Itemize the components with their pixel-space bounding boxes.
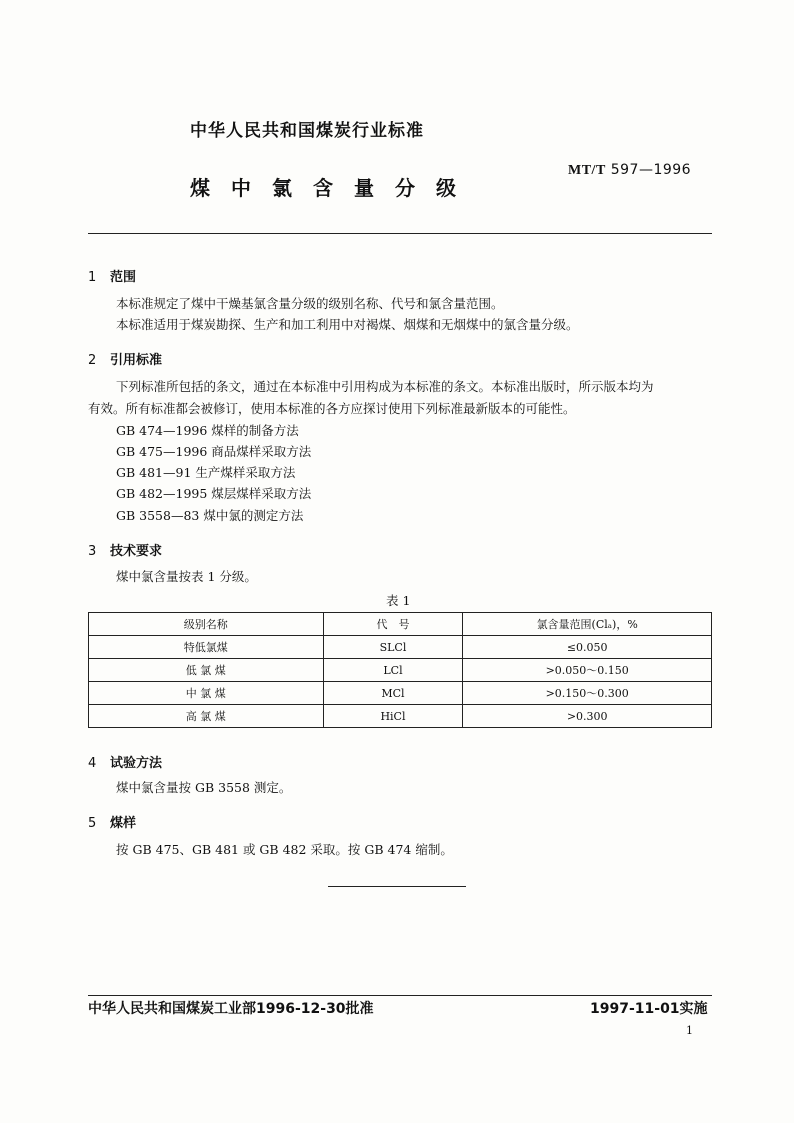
section-2-intro-line-2: 有效。所有标准都会被修订，使用本标准的各方应探讨使用下列标准最新版本的可能性。	[88, 401, 576, 416]
table-header-row	[89, 613, 712, 636]
chlorine-grade-table	[88, 612, 712, 728]
section-2-intro-line-1: 下列标准所包括的条文，通过在本标准中引用构成为本标准的条文。本标准出版时，所示版本均为	[116, 379, 654, 394]
footer-divider	[88, 995, 712, 996]
document-title: 煤中氯含量分级	[190, 176, 477, 200]
section-3-paragraph: 煤中氯含量按表 1 分级。	[116, 569, 257, 584]
section-3-heading	[88, 540, 162, 559]
reference-item: GB 482—1995 煤层煤样采取方法	[116, 486, 312, 501]
grade-code-cell: LCl	[323, 659, 463, 682]
standard-code	[568, 162, 691, 179]
header-divider	[88, 233, 712, 234]
chlorine-range-cell: >0.150～0.300	[463, 682, 712, 705]
table-row	[89, 659, 712, 682]
section-title: 试验方法	[110, 756, 163, 771]
approval-statement: 中华人民共和国煤炭工业部1996-12-30批准	[88, 1001, 374, 1017]
section-5-heading	[88, 812, 136, 831]
issuing-organization: 中华人民共和国煤炭行业标准	[190, 121, 424, 141]
standard-code-prefix: MT/T	[568, 163, 606, 178]
implementation-date: 1997-11-01实施	[590, 1001, 708, 1017]
grade-name-cell: 低 氯 煤	[89, 659, 324, 682]
section-title: 引用标准	[110, 353, 163, 368]
column-header: 氯含量范围(Clₐ)，%	[463, 613, 712, 636]
column-header: 代 号	[323, 613, 463, 636]
reference-item: GB 3558—83 煤中氯的测定方法	[116, 508, 304, 523]
section-number: 2	[88, 353, 97, 368]
reference-item: GB 481—91 生产煤样采取方法	[116, 465, 296, 480]
table-caption: 表 1	[386, 593, 411, 608]
section-title: 技术要求	[110, 544, 163, 559]
table-row	[89, 705, 712, 728]
column-header: 级别名称	[89, 613, 324, 636]
reference-item: GB 475—1996 商品煤样采取方法	[116, 444, 312, 459]
reference-item: GB 474—1996 煤样的制备方法	[116, 423, 299, 438]
section-number: 4	[88, 756, 97, 771]
grade-name-cell: 高 氯 煤	[89, 705, 324, 728]
section-4-paragraph: 煤中氯含量按 GB 3558 测定。	[116, 780, 292, 795]
grade-name-cell: 中 氯 煤	[89, 682, 324, 705]
section-2-heading	[88, 349, 162, 368]
section-1-paragraph-2: 本标准适用于煤炭勘探、生产和加工利用中对褐煤、烟煤和无烟煤中的氯含量分级。	[116, 317, 579, 332]
section-title: 范围	[110, 270, 137, 285]
section-title: 煤样	[110, 816, 137, 831]
table-row	[89, 636, 712, 659]
chlorine-range-cell: >0.300	[463, 705, 712, 728]
grade-code-cell: HiCl	[323, 705, 463, 728]
page-number: 1	[686, 1024, 693, 1037]
grade-name-cell: 特低氯煤	[89, 636, 324, 659]
grade-code-cell: MCl	[323, 682, 463, 705]
standard-code-number: 597—1996	[610, 162, 692, 178]
section-4-heading	[88, 752, 162, 771]
section-number: 3	[88, 544, 97, 559]
chlorine-range-cell: ≤0.050	[463, 636, 712, 659]
end-of-text-rule	[328, 886, 466, 887]
grade-code-cell: SLCl	[323, 636, 463, 659]
chlorine-range-cell: >0.050～0.150	[463, 659, 712, 682]
section-1-heading	[88, 266, 136, 285]
section-number: 1	[88, 270, 97, 285]
section-1-paragraph-1: 本标准规定了煤中干燥基氯含量分级的级别名称、代号和氯含量范围。	[116, 296, 504, 311]
section-number: 5	[88, 816, 97, 831]
section-5-paragraph: 按 GB 475、GB 481 或 GB 482 采取。按 GB 474 缩制。	[116, 842, 453, 857]
table-row	[89, 682, 712, 705]
